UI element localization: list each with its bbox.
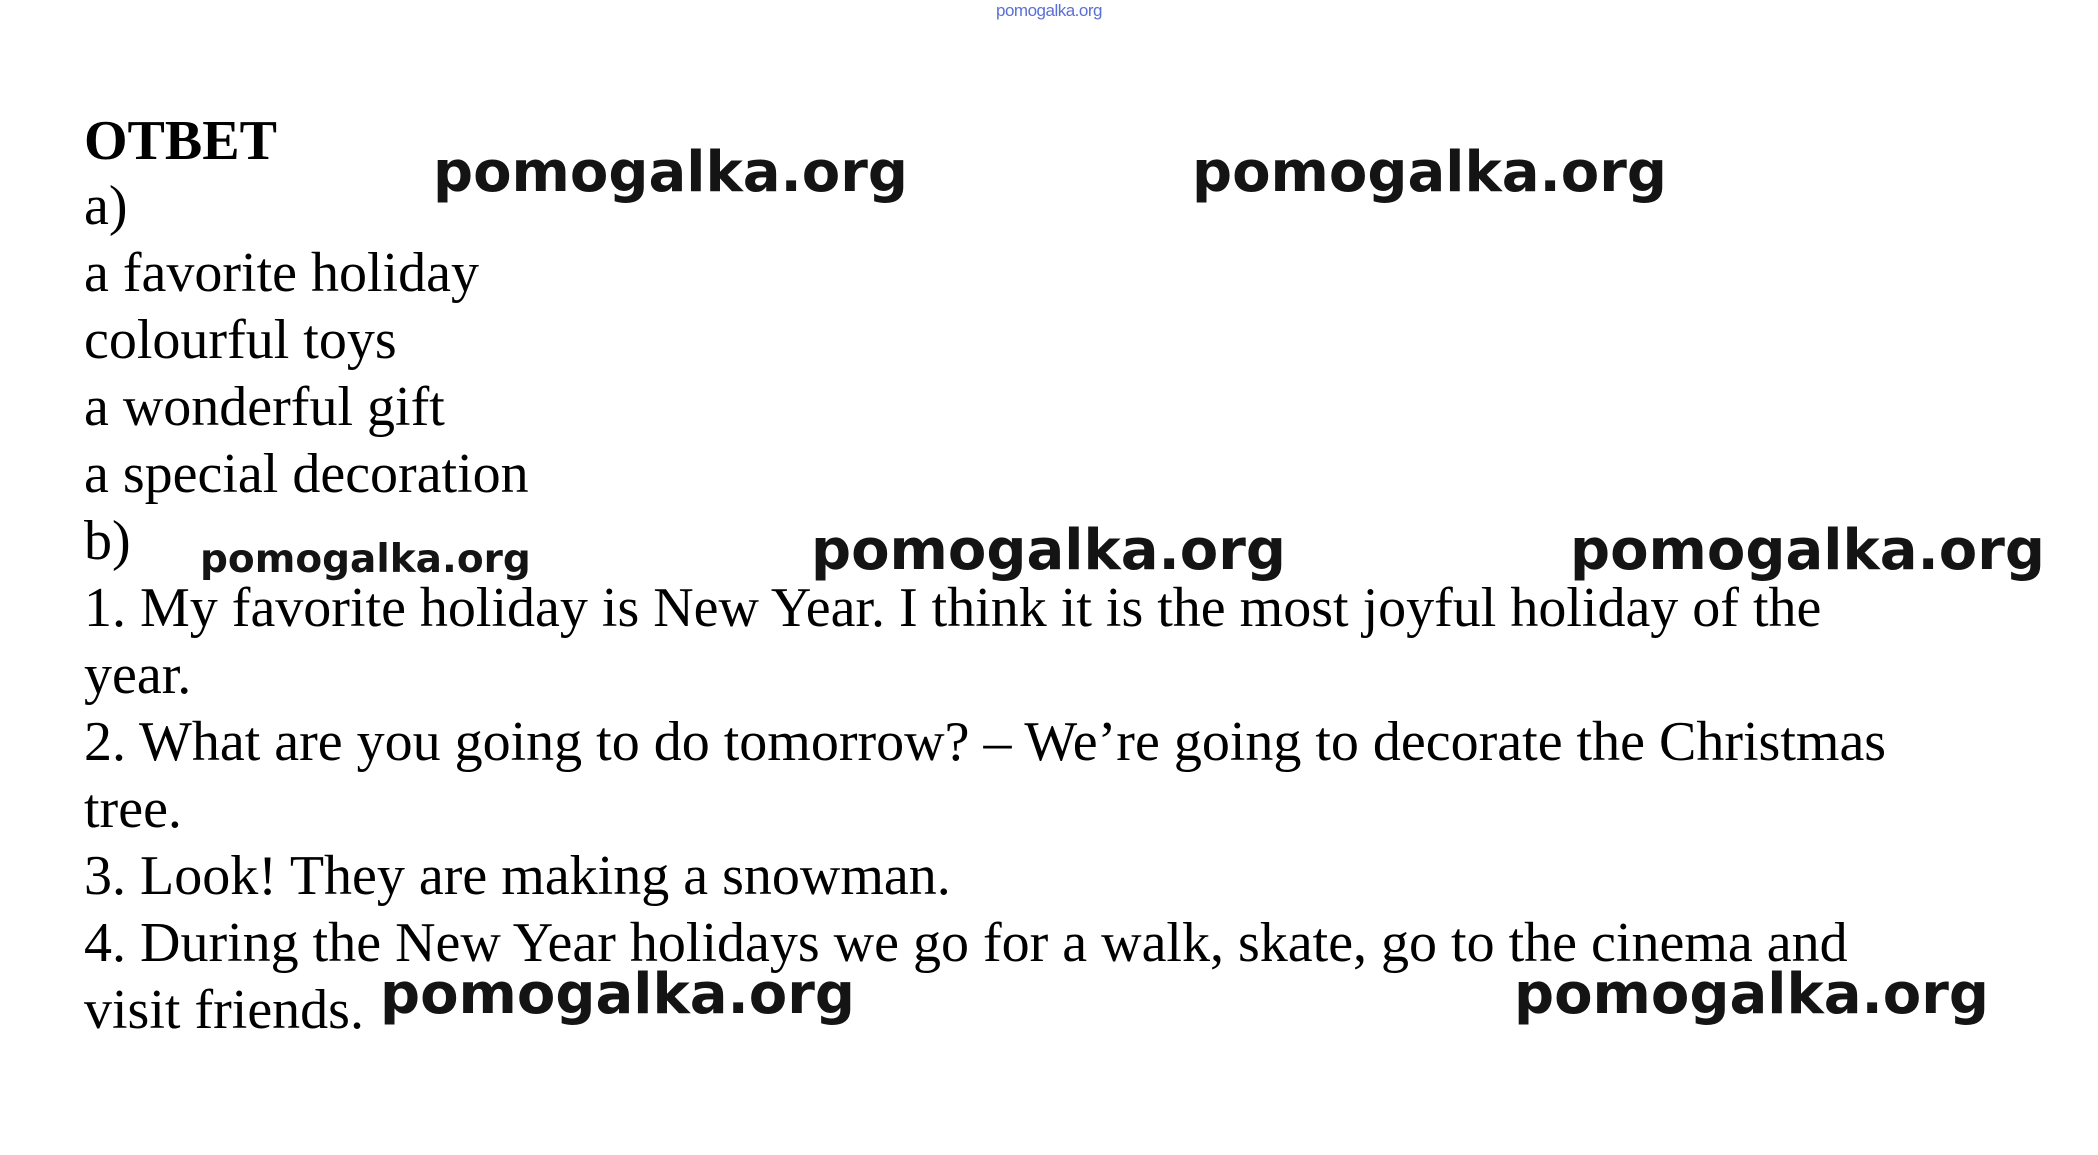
answer-line: colourful toys — [84, 309, 397, 371]
answer-line: visit friends. — [84, 979, 364, 1041]
watermark: pomogalka.org — [811, 518, 1286, 583]
watermark: pomogalka.org — [200, 537, 531, 582]
answer-title: ОТВЕТ — [84, 110, 277, 172]
answer-line: 4. During the New Year holidays we go for a walk, skate, go to the cinema and — [84, 912, 1848, 974]
watermark: pomogalka.org — [1192, 140, 1667, 205]
answer-line: a wonderful gift — [84, 376, 445, 438]
answer-line: 1. My favorite holiday is New Year. I think it is the most joyful holiday of the — [84, 577, 1822, 639]
answer-line: 3. Look! They are making a snowman. — [84, 845, 951, 907]
answer-line: a favorite holiday — [84, 242, 479, 304]
answer-line: year. — [84, 644, 192, 706]
section-a-label: a) — [84, 175, 128, 237]
answer-line: 2. What are you going to do tomorrow? – We’re going to decorate the Christmas — [84, 711, 1887, 773]
watermark: pomogalka.org — [380, 962, 855, 1027]
answer-line: a special decoration — [84, 443, 529, 505]
answer-line: tree. — [84, 778, 182, 840]
watermark: pomogalka.org — [1570, 518, 2045, 583]
watermark: pomogalka.org — [1514, 962, 1989, 1027]
section-b-label: b) — [84, 510, 131, 572]
site-watermark-header: pomogalka.org — [996, 1, 1102, 20]
watermark: pomogalka.org — [433, 140, 908, 205]
